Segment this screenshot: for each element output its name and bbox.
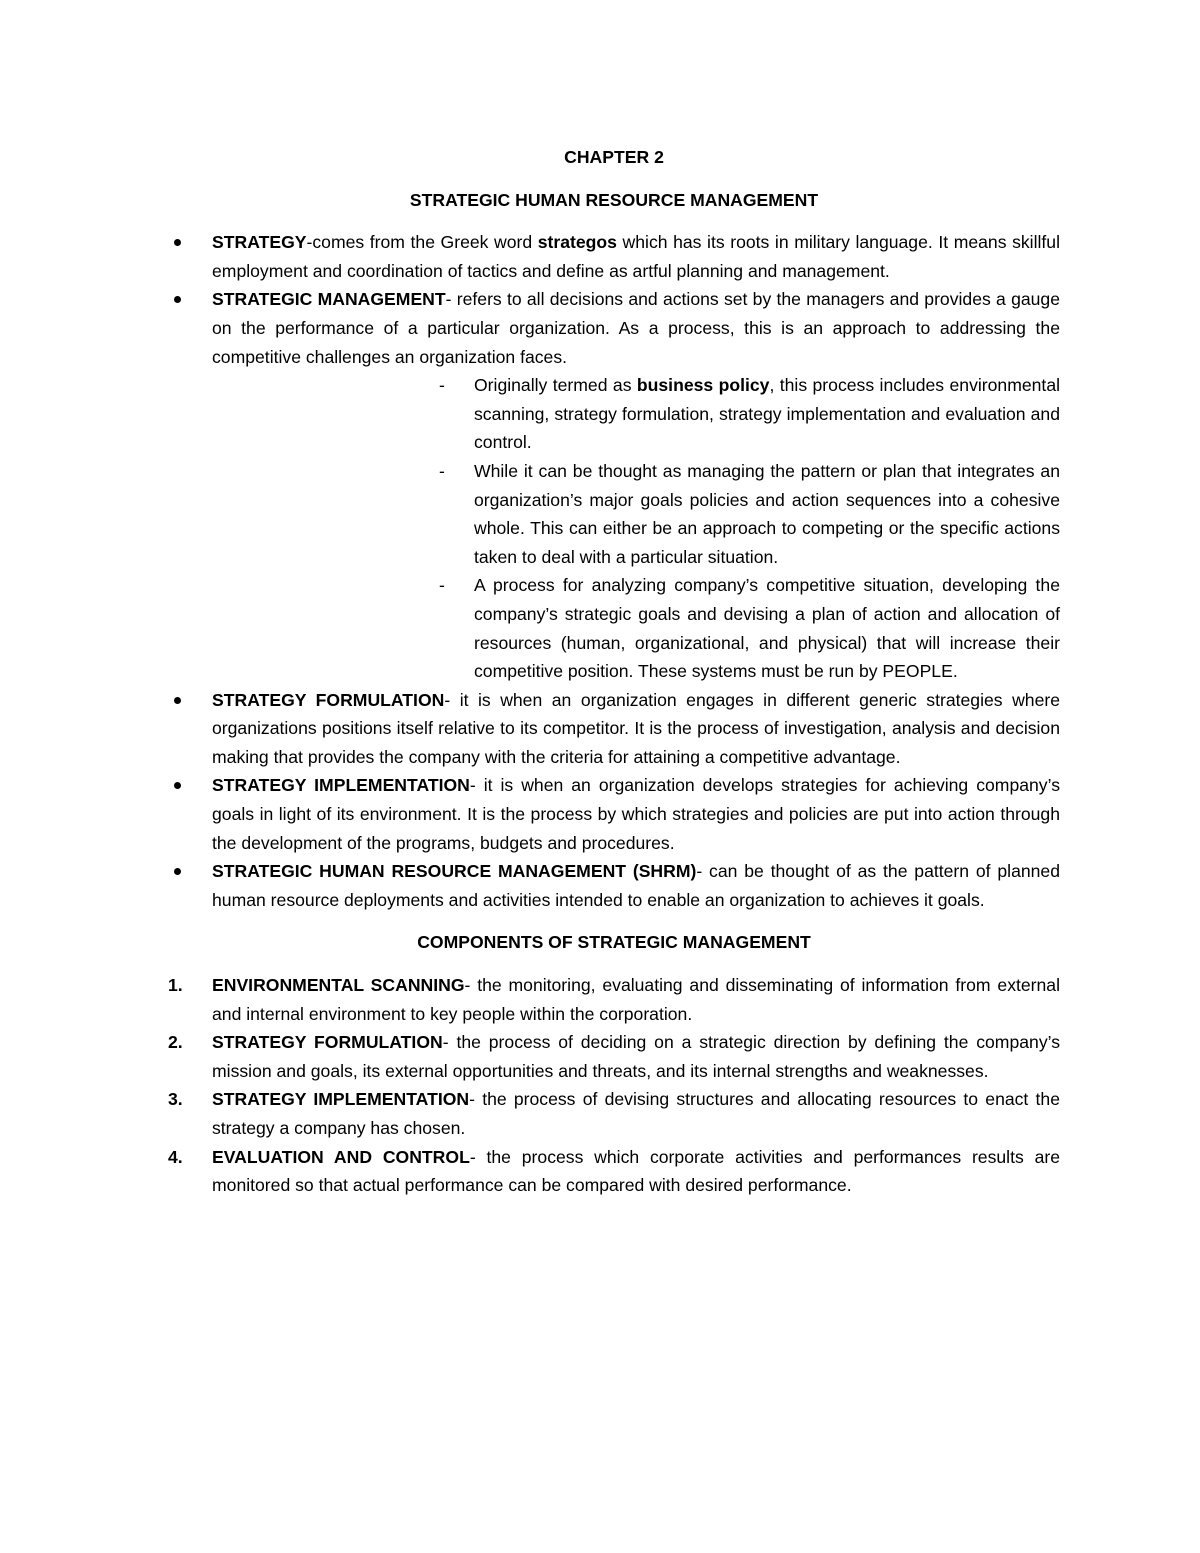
dash-marker: - — [439, 375, 445, 396]
item-number: 1. — [168, 975, 183, 996]
component-item — [168, 1028, 1060, 1085]
chapter-heading: CHAPTER 2 — [564, 147, 664, 167]
bullet-icon — [174, 239, 181, 246]
list-item-shrm — [168, 857, 1060, 914]
definition-text: which has its roots in military language. It means skillful employment and coordination of tactics and define as artful planning and management. — [212, 232, 1060, 281]
term: STRATEGIC MANAGEMENT — [212, 289, 446, 310]
sub-points-list — [434, 371, 1060, 686]
component-item — [168, 971, 1060, 1028]
components-list — [168, 971, 1060, 1200]
sub-point-text: Originally termed as — [474, 375, 637, 396]
list-item-strategy — [168, 228, 1060, 285]
bullet-icon — [174, 782, 181, 789]
sub-point — [434, 571, 1060, 685]
definition-text: - it is when an organization engages in different generic strategies where organizations positions itself relative to its competitor. It is the process of investigation, analysis and decision making that provides the company with the criteria for attaining a competitive advantage. — [212, 689, 1060, 767]
sub-point-text: , this process includes environmental scanning, strategy formulation, strategy implementation and evaluation and control. — [474, 375, 1061, 453]
emphasis: strategos — [537, 232, 617, 253]
term: STRATEGY IMPLEMENTATION — [212, 1089, 470, 1110]
term: STRATEGY IMPLEMENTATION — [212, 775, 470, 796]
definition-text: - can be thought of as the pattern of planned human resource deployments and activities intended to enable an organization to achieves it goals. — [212, 861, 1061, 910]
component-item — [168, 1143, 1060, 1200]
component-item — [168, 1085, 1060, 1142]
item-number: 4. — [168, 1146, 183, 1167]
definition-text: - it is when an organization develops strategies for achieving company’s goals in light of its environment. It is the process by which strategies and policies are put into action through the development of the programs, budgets and procedures. — [212, 775, 1060, 853]
dash-marker: - — [439, 575, 445, 596]
definition-text: - the process of deciding on a strategic direction by defining the company’s mission and goals, its external opportunities and threats, and its internal strengths and weaknesses. — [212, 1032, 1060, 1081]
document-content — [168, 143, 1060, 1200]
item-number: 2. — [168, 1032, 183, 1053]
sub-point-text: A process for analyzing company’s competitive situation, developing the company’s strategic goals and devising a plan of action and allocation of resources (human, organizational, and physical) that will increase their competitive position. These systems must be run by PEOPLE. — [474, 575, 1060, 682]
term: STRATEGY FORMULATION — [212, 689, 445, 710]
definition-text: -comes from the Greek word — [306, 232, 538, 253]
emphasis: business policy — [636, 375, 770, 396]
sub-point-text: While it can be thought as managing the pattern or plan that integrates an organization’s major goals policies and action sequences into a cohesive whole. This can either be an approach to competing or the specific actions taken to deal with a particular situation. — [474, 460, 1060, 567]
definition-text: - the monitoring, evaluating and disseminating of information from external and internal environment to key people within the corporation. — [212, 975, 1061, 1024]
term: STRATEGIC HUMAN RESOURCE MANAGEMENT (SHRM) — [212, 861, 697, 882]
list-item-strategic-management — [168, 285, 1060, 685]
definition-text: - refers to all decisions and actions set by the managers and provides a gauge on the performance of a particular organization. As a process, this is an approach to addressing the competitive challenges an organization faces. — [212, 289, 1060, 367]
section-heading: COMPONENTS OF STRATEGIC MANAGEMENT — [417, 932, 811, 953]
sub-point — [434, 457, 1060, 571]
page-title: STRATEGIC HUMAN RESOURCE MANAGEMENT — [409, 189, 819, 210]
list-item-strategy-implementation — [168, 771, 1060, 857]
definitions-list — [168, 228, 1060, 914]
list-item-strategy-formulation — [168, 686, 1060, 772]
dash-marker: - — [439, 460, 445, 481]
definition-text: - the process which corporate activities and performances results are monitored so that actual performance can be compared with desired performance. — [212, 1146, 1061, 1196]
term: STRATEGY FORMULATION — [212, 1032, 443, 1053]
bullet-icon — [174, 868, 181, 875]
term: EVALUATION AND CONTROL — [212, 1146, 470, 1167]
term: STRATEGY — [212, 232, 307, 253]
definition-text: - the process of devising structures and allocating resources to enact the strategy a company has chosen. — [212, 1089, 1060, 1138]
bullet-icon — [174, 697, 181, 704]
item-number: 3. — [168, 1089, 183, 1110]
term: ENVIRONMENTAL SCANNING — [212, 975, 465, 996]
sub-point — [434, 371, 1060, 457]
bullet-icon — [174, 296, 181, 303]
